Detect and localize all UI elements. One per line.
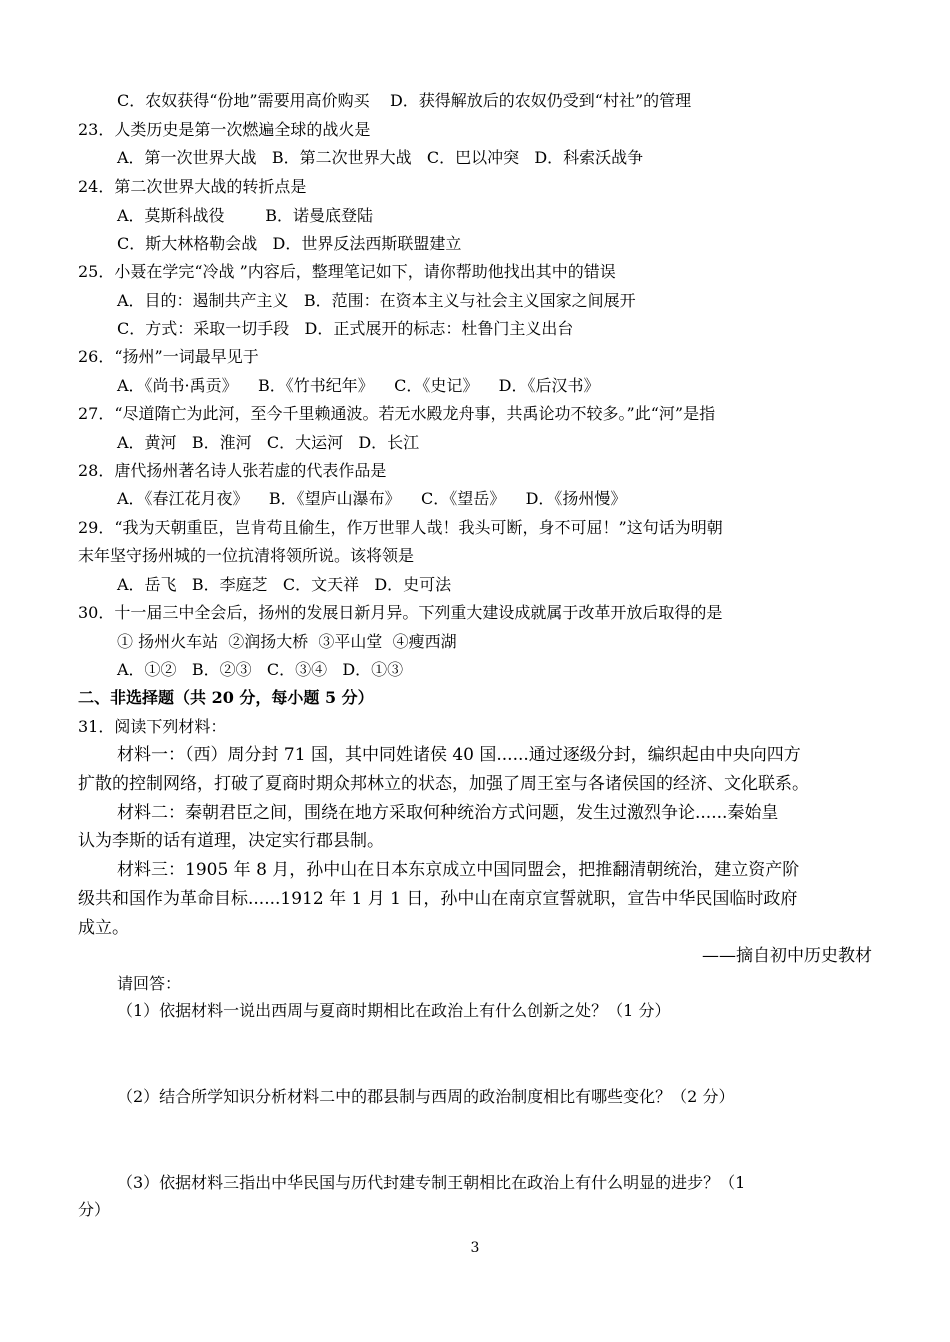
material1-line1: 材料一：（西）周分封 71 国，其中同姓诸侯 40 国......通过逐级分封，编织起由中央向四方 [117,745,801,765]
material3-line2: 级共和国作为革命目标......1912 年 1 月 1 日，孙中山在南京宣誓就职，宣告中华民国临时政府 [78,889,798,909]
q30-options: A．①② B．②③ C．③④ D．①③ [117,660,404,679]
q28-options: A．《春江花月夜》 B．《望庐山瀑布》 C．《望岳》 D．《扬州慢》 [117,489,627,508]
q24-options-ab: A．莫斯科战役 B．诺曼底登陆 [117,206,374,225]
section2-title: 二、非选择题（共 20 分，每小题 5 分） [78,688,374,707]
material2-line2: 认为李斯的话有道理，决定实行郡县制。 [78,831,384,851]
q30-stem: 30．十一届三中全会后，扬州的发展日新月异。下列重大建设成就属于改革开放后取得的是 [78,603,723,622]
q29-stem-line2: 末年坚守扬州城的一位抗清将领所说。该将领是 [78,546,415,565]
q28-stem: 28．唐代扬州著名诗人张若虚的代表作品是 [78,461,387,480]
sub-question-3-line2: 分） [78,1200,111,1219]
q27-options: A．黄河 B．淮河 C．大运河 D．长江 [117,433,420,452]
material3-line1: 材料三：1905 年 8 月，孙中山在日本东京成立中国同盟会，把推翻清朝统治，建立资产阶 [117,860,800,880]
q27-stem: 27．“尽道隋亡为此河，至今千里赖通波。若无水殿龙舟事，共禹论功不较多。”此“河”是指 [78,404,716,423]
material1-line2: 扩散的控制网络，打破了夏商时期众邦林立的状态，加强了周王室与各诸侯国的经济、文化联系。 [78,774,809,794]
material2-line1: 材料二：秦朝君臣之间，围绕在地方采取何种统治方式问题，发生过激烈争论......秦始皇 [117,803,779,823]
q23-options: A．第一次世界大战 B．第二次世界大战 C．巴以冲突 D．科索沃战争 [117,148,644,167]
sub-question-3-line1: （3）依据材料三指出中华民国与历代封建专制王朝相比在政治上有什么明显的进步？（1 [117,1173,746,1192]
q24-stem: 24．第二次世界大战的转折点是 [78,177,307,196]
q25-options-cd: C．方式：采取一切手段 D．正式展开的标志：杜鲁门主义出台 [117,319,574,338]
q29-stem-line1: 29．“我为天朝重臣，岂肯苟且偷生，作万世罪人哉！我头可断，身不可屈！”这句话为明朝 [78,518,723,537]
q22-options-cd: C．农奴获得“份地”需要用高价购买 D．获得解放后的农奴仍受到“村社”的管理 [117,91,692,110]
q26-options: A．《尚书·禹贡》 B．《竹书纪年》 C．《史记》 D．《后汉书》 [117,376,600,395]
page-number: 3 [470,1240,480,1256]
q23-stem: 23．人类历史是第一次燃遍全球的战火是 [78,120,371,139]
q24-options-cd: C．斯大林格勒会战 D．世界反法西斯联盟建立 [117,234,462,253]
q30-items: ① 扬州火车站 ②润扬大桥 ③平山堂 ④瘦西湖 [117,632,457,651]
answer-prompt: 请回答： [117,974,182,993]
sub-question-2: （2）结合所学知识分析材料二中的郡县制与西周的政治制度相比有哪些变化？（2 分） [117,1087,735,1106]
material-source: ——摘自初中历史教材 [702,946,872,966]
q25-options-ab: A．目的：遏制共产主义 B．范围：在资本主义与社会主义国家之间展开 [117,291,636,310]
material3-line3: 成立。 [78,918,129,938]
q26-stem: 26．“扬州”一词最早见于 [78,347,259,366]
q31-stem: 31．阅读下列材料： [78,717,227,736]
q25-stem: 25．小聂在学完“冷战 ”内容后，整理笔记如下，请你帮助他找出其中的错误 [78,262,616,281]
q29-options: A．岳飞 B．李庭芝 C．文天祥 D．史可法 [117,575,452,594]
sub-question-1: （1）依据材料一说出西周与夏商时期相比在政治上有什么创新之处？（1 分） [117,1001,671,1020]
